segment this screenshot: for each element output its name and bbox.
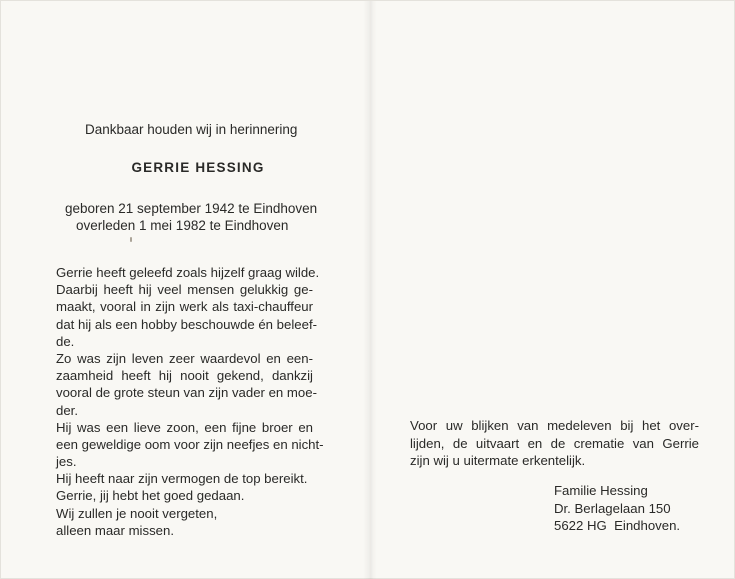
memorial-text bbox=[56, 264, 324, 539]
death-line: overleden 1 mei 1982 te Eindhoven bbox=[76, 218, 289, 233]
text-line: dat hij als een hobby beschouwde én beleef- bbox=[56, 316, 318, 332]
text-line: de. bbox=[56, 333, 75, 349]
text-line: zaamheid heeft hij nooit gekend, dankzij bbox=[56, 368, 313, 384]
thanks-line: zijn wij u uitermate erkentelijk. bbox=[410, 453, 586, 468]
thanks-line: lijden, de uitvaart en de crematie van Gerrie bbox=[410, 435, 699, 451]
card-fold bbox=[363, 1, 377, 579]
paper-speck bbox=[130, 237, 132, 242]
text-line: Daarbij heeft hij veel mensen gelukkig ge- bbox=[56, 282, 313, 298]
text-line: Zo was zijn leven zeer waardevol en een- bbox=[56, 350, 313, 366]
text-line: Hij was een lieve zoon, een fijne broer en bbox=[56, 419, 313, 435]
deceased-name: GERRIE HESSING bbox=[131, 160, 265, 175]
text-line: Gerrie, jij hebt het goed gedaan. bbox=[56, 488, 245, 504]
text-line: maakt, vooral in zijn werk als taxi-chauffeur bbox=[56, 299, 313, 315]
street-address: Dr. Berlagelaan 150 bbox=[554, 500, 671, 516]
text-line: jes. bbox=[56, 454, 77, 470]
postal-city: 5622 HG Eindhoven. bbox=[554, 518, 681, 533]
family-signature bbox=[554, 482, 680, 535]
text-line: een geweldige oom voor zijn neefjes en nicht- bbox=[56, 436, 324, 452]
text-line: vooral de grote steun van zijn vader en moe- bbox=[56, 385, 317, 401]
thanks-line: Voor uw blijken van medeleven bij het over- bbox=[410, 418, 699, 433]
family-name: Familie Hessing bbox=[554, 483, 648, 498]
intro-line: Dankbaar houden wij in herinnering bbox=[85, 122, 298, 137]
text-line: Gerrie heeft geleefd zoals hijzelf graag wilde. bbox=[56, 265, 320, 280]
text-line: der. bbox=[56, 402, 78, 418]
birth-line: geboren 21 september 1942 te Eindhoven bbox=[65, 201, 318, 216]
text-line: Wij zullen je nooit vergeten, bbox=[56, 505, 218, 521]
text-line: alleen maar missen. bbox=[56, 522, 175, 538]
text-line: Hij heeft naar zijn vermogen de top bereikt. bbox=[56, 471, 308, 487]
thank-you-text bbox=[410, 417, 699, 470]
